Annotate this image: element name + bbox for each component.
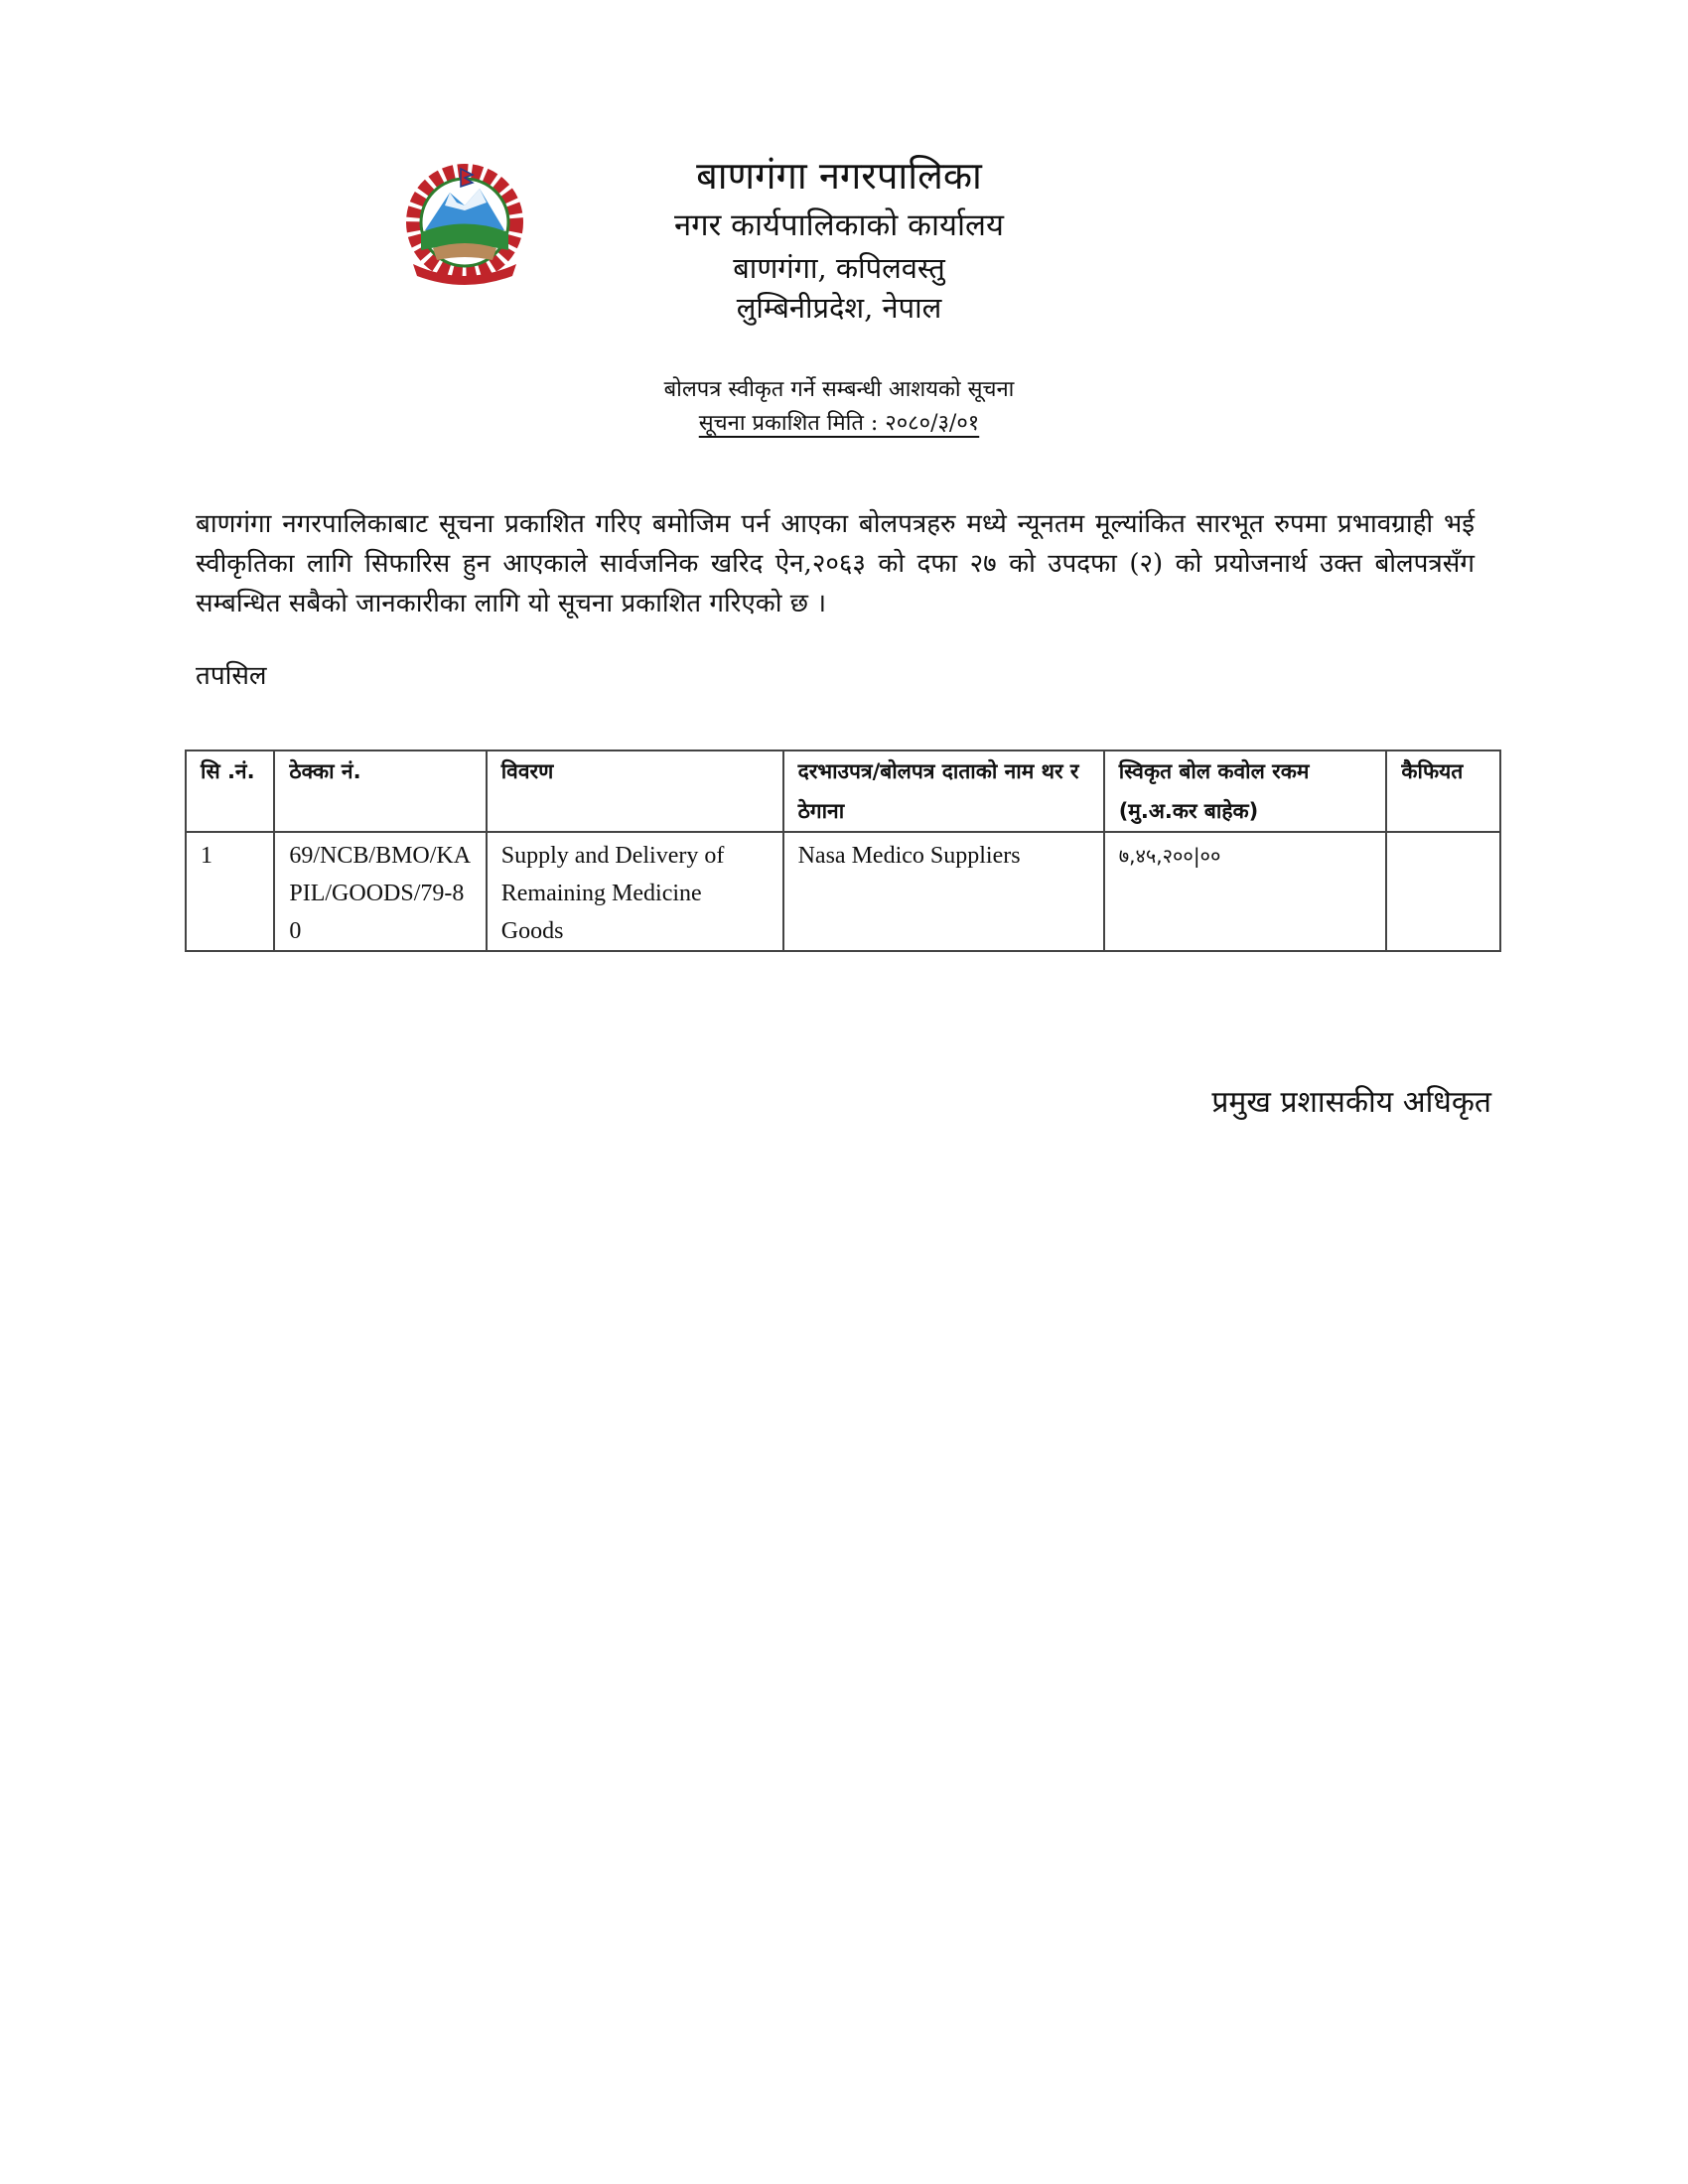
municipality-name: बाणगंगा नगरपालिका: [696, 154, 982, 198]
notice-date-text: सूचना प्रकाशित मिति : २०८०/३/०१: [698, 411, 980, 436]
office-address: बाणगंगा, कपिलवस्तु: [733, 251, 945, 285]
notice-title: बोलपत्र स्वीकृत गर्ने सम्बन्धी आशयको सूचना: [663, 377, 1015, 402]
notice-paragraph: बाणगंगा नगरपालिकाबाट सूचना प्रकाशित गरिए बमोजिम पर्न आएका बोलपत्रहरु मध्ये न्यूनतम मूल्यांकित सारभूत रुपमा प्रभावग्राही भई स्वीकृतिका लागि सिफारिस हुन आएकाले सार्वजनिक खरिद ऐन,२०६३ को दफा २७ को उपदफा (२) को प्रयोजनार्थ उक्त बोलपत्रसँग सम्बन्धित सबैको जानकारीका लागि यो सूचना प्रकाशित गरिएको छ ।: [196, 509, 1475, 618]
column-header-description: विवरण: [487, 751, 783, 832]
column-header-amount: स्विकृत बोल कवोल रकम (मु.अ.कर बाहेक): [1104, 751, 1387, 832]
cell-sn: 1: [186, 832, 274, 951]
cell-amount: ७,४५,२००|००: [1104, 832, 1387, 951]
column-header-contract-no: ठेक्का नं.: [274, 751, 486, 832]
cell-contract-no: 69/NCB/BMO/KAPIL/GOODS/79-80: [274, 832, 486, 951]
notice-date: [556, 413, 1122, 435]
office-name: नगर कार्यपालिकाको कार्यालय: [673, 207, 1005, 243]
table-row: [186, 832, 1500, 951]
table-header-row: [186, 751, 1500, 832]
cell-bidder: Nasa Medico Suppliers: [783, 832, 1104, 951]
cell-description: Supply and Delivery of Remaining Medicine Goods: [487, 832, 783, 951]
bid-table: [185, 750, 1501, 952]
nepal-government-emblem-icon: [395, 161, 534, 292]
cell-remarks: [1386, 832, 1500, 951]
column-header-bidder: दरभाउपत्र/बोलपत्र दाताको नाम थर र ठेगाना: [783, 751, 1104, 832]
signatory-title: प्रमुख प्रशासकीय अधिकृत: [1211, 1085, 1491, 1120]
schedule-label: तपसिल: [196, 661, 267, 691]
office-province: लुम्बिनीप्रदेश, नेपाल: [736, 291, 942, 325]
column-header-remarks: कैफियत: [1386, 751, 1500, 832]
column-header-sn: सि .नं.: [186, 751, 274, 832]
